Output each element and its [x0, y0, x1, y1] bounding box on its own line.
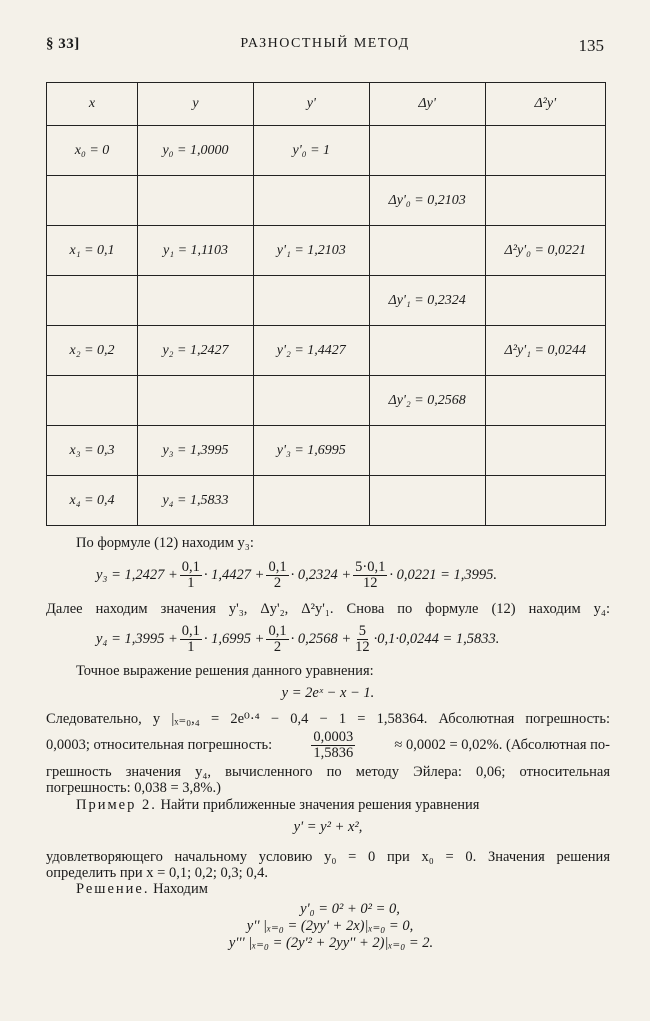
f2-part-a: y₄ = 1,3995 + — [96, 631, 178, 647]
cell-delta-y-prime: Δy'₀ = 0,2103 — [369, 176, 485, 226]
f1-fr1-den: 1 — [187, 575, 195, 591]
formula-y0-prime: y'₀ = 0² + 0² = 0, — [300, 901, 400, 917]
cell-x: x₃ = 0,3 — [47, 426, 138, 476]
table-row — [47, 226, 606, 276]
cell-y-prime — [253, 376, 369, 426]
solution-text: Находим — [153, 881, 208, 897]
formula-exact-solution: y = 2eˣ − x − 1. — [281, 685, 375, 701]
cell-y-prime: y'₀ = 1 — [253, 126, 369, 176]
p5-den: 1,5836 — [313, 745, 354, 761]
f2-fr3-den: 12 — [355, 639, 370, 655]
table-row — [47, 276, 606, 326]
cell-y-prime: y'₃ = 1,6995 — [253, 426, 369, 476]
cell-x — [47, 176, 138, 226]
table-row — [47, 176, 606, 226]
paragraph-1: По формуле (12) находим y₃: — [76, 535, 254, 551]
f2-fr1-num: 0,1 — [181, 623, 200, 639]
f2-part-c: · 0,2568 + — [290, 631, 352, 647]
cell-delta-y-prime — [369, 476, 485, 526]
f1-fr3-num: 5·0,1 — [355, 559, 386, 575]
cell-y — [138, 276, 254, 326]
f2-fraction-1 — [180, 624, 202, 655]
p5-num: 0,0003 — [313, 729, 354, 745]
cell-y: y₀ = 1,0000 — [138, 126, 254, 176]
f1-fr2-num: 0,1 — [268, 559, 287, 575]
section-marker: § 33] — [46, 36, 80, 52]
cell-y-prime — [253, 476, 369, 526]
p5-part-a: 0,0003; относительная погрешность: — [46, 737, 273, 753]
f1-part-c: · 0,2324 + — [290, 567, 352, 583]
example-text: Найти приближенные значения решения уравнения — [160, 797, 480, 813]
f1-part-b: · 1,4427 + — [203, 567, 265, 583]
f2-fraction-2 — [266, 624, 288, 655]
cell-delta-y-prime — [369, 226, 485, 276]
f2-part-b: · 1,6995 + — [203, 631, 265, 647]
cell-y: y₁ = 1,1103 — [138, 226, 254, 276]
col-header-x: x — [47, 83, 138, 126]
f1-fraction-1 — [180, 560, 202, 591]
relative-error-fraction — [311, 730, 355, 761]
cell-delta-y-prime: Δy'₁ = 0,2324 — [369, 276, 485, 326]
example-label: Пример 2. — [76, 797, 157, 813]
paragraph-10: определить при x = 0,1; 0,2; 0,3; 0,4. — [46, 865, 269, 881]
cell-delta2-y-prime — [485, 176, 605, 226]
col-header-delta2-y-prime: Δ²y' — [485, 83, 605, 126]
solution-line — [76, 880, 208, 898]
table-row — [47, 326, 606, 376]
f1-fr3-den: 12 — [363, 575, 378, 591]
cell-delta2-y-prime — [485, 476, 605, 526]
f2-fr2-num: 0,1 — [268, 623, 287, 639]
formula-y3 — [96, 560, 497, 591]
col-header-y: y — [138, 83, 254, 126]
col-header-delta-y-prime: Δy' — [369, 83, 485, 126]
cell-y: y₂ = 1,2427 — [138, 326, 254, 376]
f2-fr3-num: 5 — [358, 623, 367, 639]
f2-fr2-den: 2 — [273, 639, 282, 655]
paragraph-9: удовлетворяющего начальному условию y₀ = 0 при x₀ = 0. Значения решения — [46, 849, 610, 865]
paragraph-5 — [46, 730, 610, 761]
cell-x: x₄ = 0,4 — [47, 476, 138, 526]
cell-delta2-y-prime: Δ²y'₁ = 0,0244 — [485, 326, 605, 376]
f2-fr1-den: 1 — [187, 639, 195, 655]
f1-fraction-2 — [266, 560, 288, 591]
paragraph-3: Точное выражение решения данного уравнения: — [76, 663, 374, 679]
table-row — [47, 376, 606, 426]
example-2-line — [76, 796, 479, 814]
formula-y-second: y'' |ₓ₌₀ = (2yy' + 2x)|ₓ₌₀ = 0, — [246, 918, 414, 934]
f1-fr2-den: 2 — [273, 575, 282, 591]
f1-part-a: y₃ = 1,2427 + — [96, 567, 178, 583]
table-row — [47, 126, 606, 176]
cell-x: x₀ = 0 — [47, 126, 138, 176]
cell-delta2-y-prime: Δ²y'₀ = 0,0221 — [485, 226, 605, 276]
paragraph-7: погрешность: 0,038 = 3,8%.) — [46, 780, 221, 796]
cell-delta-y-prime — [369, 126, 485, 176]
table-header-row — [47, 83, 606, 126]
cell-delta-y-prime: Δy'₂ = 0,2568 — [369, 376, 485, 426]
cell-delta2-y-prime — [485, 426, 605, 476]
f1-fr1-num: 0,1 — [181, 559, 200, 575]
table-row — [47, 476, 606, 526]
cell-x: x₁ = 0,1 — [47, 226, 138, 276]
page-number: 135 — [578, 36, 604, 55]
p5-part-b: ≈ 0,0002 = 0,02%. (Абсолютная по- — [394, 737, 610, 753]
cell-delta-y-prime — [369, 326, 485, 376]
cell-x: x₂ = 0,2 — [47, 326, 138, 376]
cell-y-prime — [253, 176, 369, 226]
col-header-y-prime: y' — [253, 83, 369, 126]
solution-label: Решение. — [76, 881, 150, 897]
f1-part-d: · 0,0221 = 1,3995. — [389, 567, 498, 583]
formula-y4 — [96, 624, 499, 655]
cell-x — [47, 276, 138, 326]
table-row — [47, 426, 606, 476]
f2-fraction-3 — [353, 624, 372, 655]
cell-delta2-y-prime — [485, 276, 605, 326]
cell-y — [138, 376, 254, 426]
running-title: РАЗНОСТНЫЙ МЕТОД — [240, 36, 410, 51]
f2-part-d: ·0,1·0,0244 = 1,5833. — [373, 631, 500, 647]
paragraph-4: Следовательно, y |ₓ₌₀,₄ = 2e⁰·⁴ − 0,4 − 1 = 1,58364. Абсолютная погрешность: — [46, 711, 610, 727]
cell-x — [47, 376, 138, 426]
cell-y-prime — [253, 276, 369, 326]
formula-y-third: y''' |ₓ₌₀ = (2y'² + 2yy'' + 2)|ₓ₌₀ = 2. — [228, 935, 434, 951]
cell-delta2-y-prime — [485, 376, 605, 426]
cell-delta2-y-prime — [485, 126, 605, 176]
cell-delta-y-prime — [369, 426, 485, 476]
f1-fraction-3 — [353, 560, 387, 591]
paragraph-2: Далее находим значения y'₃, Δy'₂, Δ²y'₁. Снова по формуле (12) находим y₄: — [46, 601, 610, 617]
cell-y-prime: y'₁ = 1,2103 — [253, 226, 369, 276]
cell-y-prime: y'₂ = 1,4427 — [253, 326, 369, 376]
cell-y: y₄ = 1,5833 — [138, 476, 254, 526]
formula-ode: y' = y² + x², — [293, 819, 363, 835]
difference-table — [46, 82, 606, 526]
paragraph-6: грешность значения y₄, вычисленного по методу Эйлера: 0,06; относительная — [46, 764, 610, 780]
cell-y — [138, 176, 254, 226]
cell-y: y₃ = 1,3995 — [138, 426, 254, 476]
